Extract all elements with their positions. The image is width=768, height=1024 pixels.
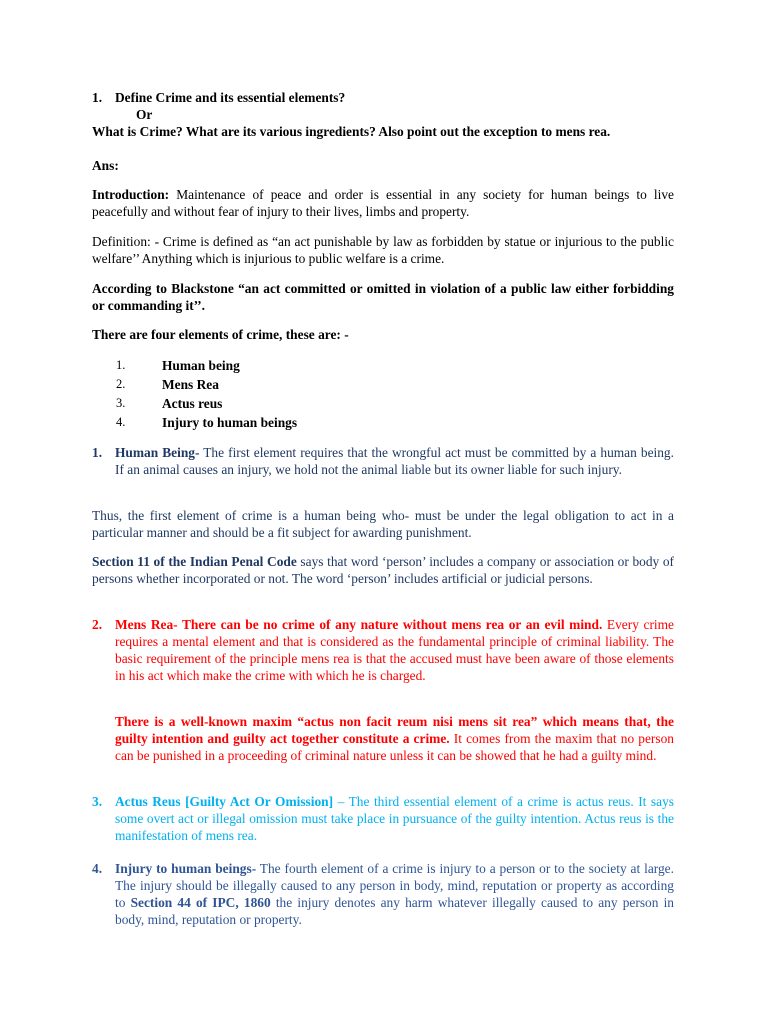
element-label: Actus reus <box>162 396 223 411</box>
question-alt: What is Crime? What are its various ingredients? Also point out the exception to mens rea. <box>92 124 611 139</box>
injury-number: 4. <box>92 861 103 876</box>
elements-intro: There are four elements of crime, these are: - <box>92 327 349 342</box>
mens-rea-bold-text: There can be no crime of any nature without mens rea or an evil mind. <box>177 617 603 632</box>
human-being-text: The first element requires that the wrongful act must be committed by a human being. If an animal causes an injury, we hold not the animal liable but its owner liable for such injury. <box>115 445 674 477</box>
element-number: 4. <box>116 415 126 429</box>
human-being-title: Human Being- <box>115 445 200 460</box>
human-being-paragraph <box>115 444 674 478</box>
injury-text-1: The fourth element of a crime is injury to a person or to the society at large. The injury should be illegally caused to any person in body, mind, reputation or property as according to <box>115 861 674 910</box>
element-label: Injury to human beings <box>162 415 298 430</box>
mens-rea-text: Every crime requires a mental element and that is considered as the fundamental principle of criminal liability. The basic requirement of the principle mens rea is that the accused must have been aware of those elements in his act which make the crime with which he is charged. <box>115 617 674 683</box>
answer-label: Ans: <box>92 158 119 173</box>
actus-reus-title: Actus Reus [Guilty Act Or Omission] <box>115 794 334 809</box>
mens-rea-title: Mens Rea- <box>115 617 178 632</box>
question-or: Or <box>136 107 153 122</box>
blackstone-paragraph: According to Blackstone “an act committed or omitted in violation of a public law either forbidding or commanding it’’. <box>92 281 674 313</box>
injury-title: Injury to human beings- <box>115 861 257 876</box>
introduction-paragraph <box>92 186 674 220</box>
actus-reus-paragraph <box>115 793 674 844</box>
element-number: 1. <box>116 358 126 372</box>
definition-paragraph: Definition: - Crime is defined as “an act punishable by law as forbidden by statue or injurious to the public welfare’’ Anything which is injurious to public welfare is a crime. <box>92 234 674 266</box>
mens-rea-number: 2. <box>92 617 103 632</box>
introduction-label: Introduction: <box>92 187 170 202</box>
maxim-bold-text: There is a well-known maxim “actus non facit reum nisi mens sit rea” which means that, the guilty intention and guilty act together constitute a crime. <box>115 714 674 746</box>
question-number: 1. <box>92 90 103 105</box>
section11-text: says that word ‘person’ includes a company or association or body of persons whether incorporated or not. The word ‘person’ includes artificial or judicial persons. <box>92 554 675 586</box>
element-number: 3. <box>116 396 126 410</box>
injury-text-2: the injury denotes any harm whatever illegally caused to any person in body, mind, reputation or property. <box>115 895 674 927</box>
maxim-paragraph <box>115 713 674 764</box>
injury-section-ref: Section 44 of IPC, 1860 <box>130 895 271 910</box>
introduction-text: Maintenance of peace and order is essential in any society for human beings to live peacefully and without fear of injury to their lives, limbs and property. <box>92 187 674 219</box>
element-label: Mens Rea <box>162 377 219 392</box>
human-being-number: 1. <box>92 445 103 460</box>
element-number: 2. <box>116 377 126 391</box>
maxim-text: It comes from the maxim that no person can be punished in a proceeding of criminal nature unless it can be showed that he had a guilty mind. <box>115 731 674 763</box>
section11-label: Section 11 of the Indian Penal Code <box>92 554 297 569</box>
mens-rea-paragraph <box>115 616 674 684</box>
actus-reus-number: 3. <box>92 794 103 809</box>
thus-paragraph: Thus, the first element of crime is a human being who- must be under the legal obligation to act in a particular manner and should be a fit subject for awarding punishment. <box>92 508 674 540</box>
element-label: Human being <box>162 358 240 373</box>
actus-reus-text: – The third essential element of a crime is actus reus. It says some overt act or illegal omission must take place in pursuance of the guilty intention. Actus reus is the manifestation of mens rea. <box>115 794 674 843</box>
injury-paragraph <box>115 860 674 928</box>
question-title: Define Crime and its essential elements? <box>115 90 346 105</box>
section11-paragraph <box>92 553 674 587</box>
